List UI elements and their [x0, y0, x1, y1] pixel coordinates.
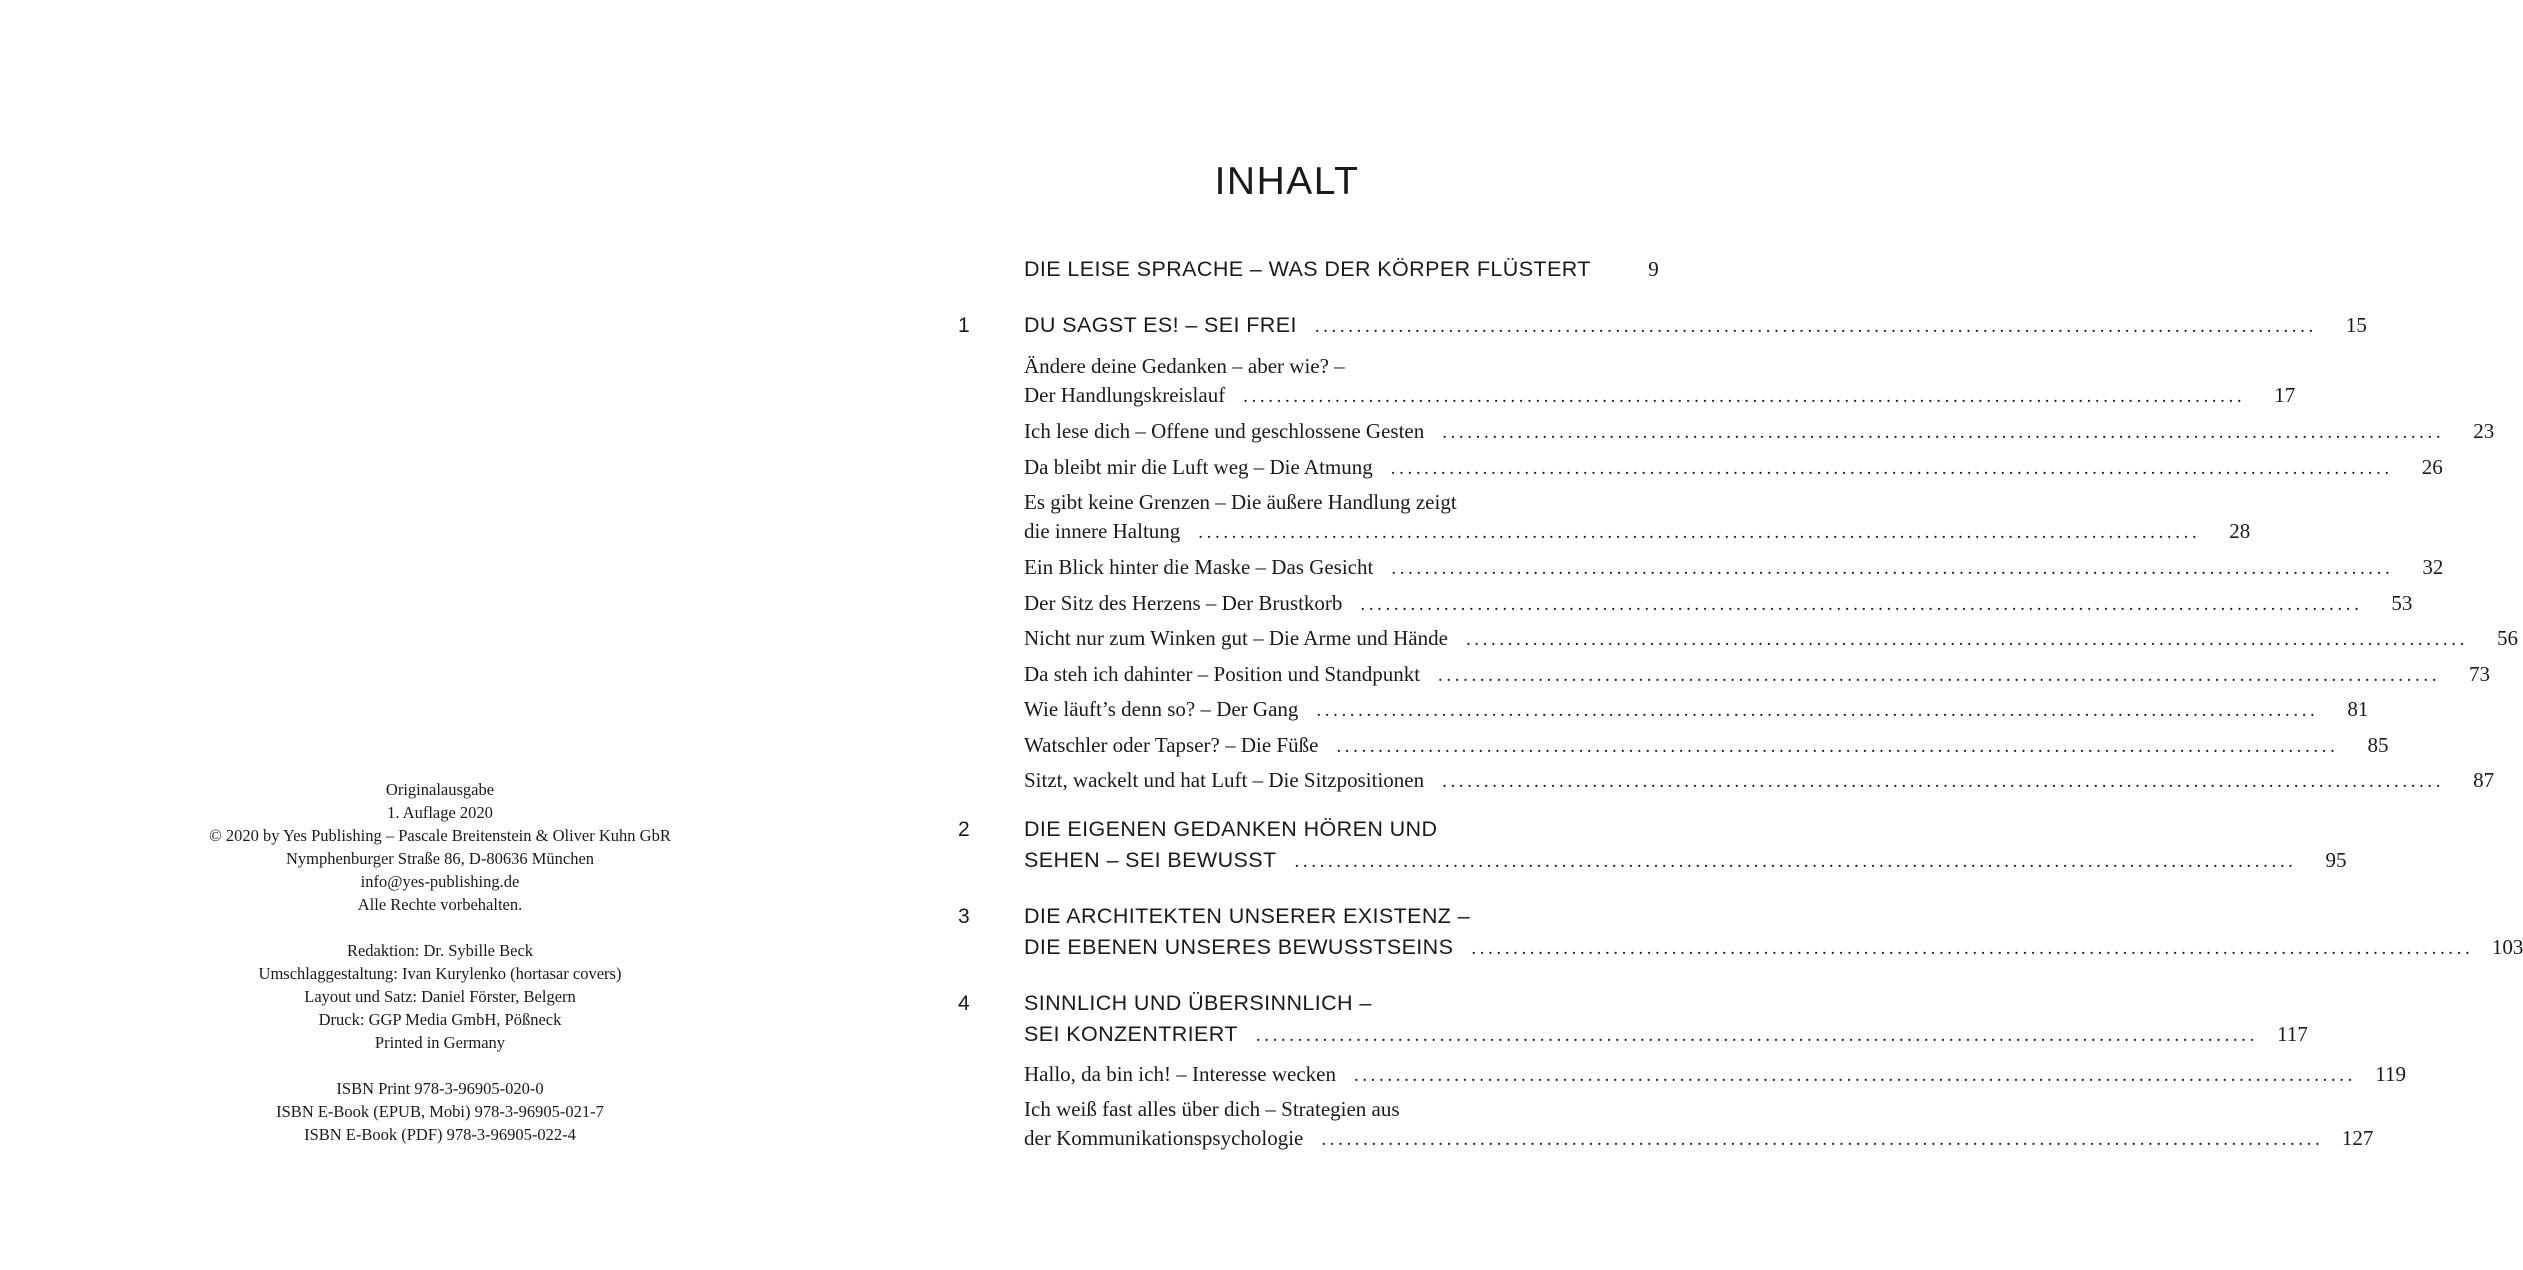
toc-entry-title: SEI KONZENTRIERT [1024, 1022, 1238, 1046]
toc-leader: ........................................................................................................................ [1353, 1065, 2356, 1086]
toc-chapter-number: 2 [958, 818, 970, 841]
imprint-line: Druck: GGP Media GmbH, Pößneck [318, 1010, 562, 1029]
toc-leader: ........................................................................................................................ [1465, 629, 2468, 650]
toc-page-number: 26 [2421, 455, 2443, 479]
imprint-line: Redaktion: Dr. Sybille Beck [346, 941, 534, 960]
toc-chapter-number: 3 [958, 905, 970, 928]
toc-leader: ........................................................................................................................ [1442, 422, 2445, 443]
toc-page-number: 32 [2422, 555, 2444, 579]
toc-leader: ........................................................................................................................ [1316, 700, 2319, 721]
toc-entry-title: Ein Blick hinter die Maske – Das Gesicht [1024, 555, 1374, 579]
toc-entry-title: Ich weiß fast alles über dich – Strategien aus [1024, 1097, 1400, 1121]
toc-title: INHALT [1214, 160, 1360, 203]
imprint-line: © 2020 by Yes Publishing – Pascale Breitenstein & Oliver Kuhn GbR [209, 826, 671, 845]
toc-page-number: 9 [1648, 257, 1659, 281]
toc-page-number: 85 [2367, 733, 2389, 757]
toc-page-number: 73 [2469, 662, 2491, 686]
toc-leader: ........................................................................................................................ [1471, 938, 2474, 959]
imprint-line: 1. Auflage 2020 [387, 803, 493, 822]
toc-leader: ........................................................................................................................ [1314, 316, 2317, 337]
toc-page-number: 23 [2473, 419, 2495, 443]
toc-page-number: 17 [2274, 383, 2296, 407]
toc-entry-title: Ich lese dich – Offene und geschlossene Gesten [1024, 419, 1425, 443]
toc-page-number: 28 [2229, 519, 2251, 543]
imprint-edition-block [140, 778, 740, 916]
toc-entry-title: Watschler oder Tapser? – Die Füße [1024, 733, 1319, 757]
imprint-line: info@yes-publishing.de [360, 872, 520, 891]
toc-leader: ........................................................................................................................ [1360, 594, 2363, 615]
toc-leader: ........................................................................................................................ [1243, 386, 2246, 407]
toc-entry-title: Hallo, da bin ich! – Interesse wecken [1024, 1062, 1336, 1086]
imprint-line: Nymphenburger Straße 86, D-80636 München [285, 849, 595, 868]
toc-entry-title: DIE EIGENEN GEDANKEN HÖREN UND [1024, 817, 1438, 841]
toc-page-number: 119 [2375, 1062, 2406, 1086]
imprint-isbn-block [140, 1077, 740, 1146]
toc-chapter-number: 4 [958, 992, 970, 1015]
imprint-line: Alle Rechte vorbehalten. [357, 895, 523, 914]
toc-page-number: 81 [2347, 697, 2369, 721]
imprint-line: Printed in Germany [374, 1033, 506, 1052]
imprint-line: Layout und Satz: Daniel Förster, Belgern [304, 987, 576, 1006]
toc-entry-title: Sitzt, wackelt und hat Luft – Die Sitzpositionen [1024, 768, 1425, 792]
toc-leader: ........................................................................................................................ [1390, 458, 2393, 479]
toc-leader: ........................................................................................................................ [1391, 558, 2394, 579]
toc-entry-title: Es gibt keine Grenzen – Die äußere Handlung zeigt [1024, 490, 1457, 514]
toc-entry-title: SEHEN – SEI BEWUSST [1024, 848, 1277, 872]
imprint [140, 778, 740, 1146]
toc-entry-title: Nicht nur zum Winken gut – Die Arme und Hände [1024, 626, 1448, 650]
toc-page-number: 95 [2325, 848, 2347, 872]
imprint-line: ISBN E-Book (PDF) 978-3-96905-022-4 [304, 1125, 576, 1144]
toc-entry-title: Da steh ich dahinter – Position und Standpunkt [1024, 662, 1421, 686]
toc-page-number: 15 [2345, 313, 2367, 337]
toc-entry-title: die innere Haltung [1024, 519, 1181, 543]
toc-leader: ........................................................................................................................ [1442, 771, 2445, 792]
toc-entry-title: DIE ARCHITEKTEN UNSERER EXISTENZ – [1024, 904, 1471, 928]
toc-entry-title: DIE LEISE SPRACHE – WAS DER KÖRPER FLÜSTERT [1024, 257, 1591, 281]
toc-leader: ........................................................................................................................ [1321, 1129, 2324, 1150]
toc-leader: ........................................................................................................................ [1294, 851, 2297, 872]
toc-page-number: 103 [2491, 935, 2523, 959]
toc-entry-title: Der Sitz des Herzens – Der Brustkorb [1024, 591, 1343, 615]
toc-page-number: 56 [2496, 626, 2518, 650]
toc-page-number: 127 [2341, 1126, 2374, 1150]
toc-entry-title: DU SAGST ES! – SEI FREI [1024, 313, 1297, 337]
toc-entry-title: Der Handlungskreislauf [1024, 383, 1226, 407]
toc-entry-title: Ändere deine Gedanken – aber wie? – [1024, 354, 1345, 378]
toc-chapter-number: 1 [958, 314, 970, 337]
toc-entry-title: SINNLICH UND ÜBERSINNLICH – [1024, 991, 1372, 1015]
toc-page-number: 117 [2277, 1022, 2308, 1046]
imprint-line: Umschlaggestaltung: Ivan Kurylenko (hortasar covers) [258, 964, 622, 983]
toc-entry-title: Wie läuft’s denn so? – Der Gang [1024, 697, 1299, 721]
imprint-credits-block [140, 939, 740, 1054]
toc-leader: ........................................................................................................................ [1336, 736, 2339, 757]
imprint-line: ISBN E-Book (EPUB, Mobi) 978-3-96905-021-7 [276, 1102, 604, 1121]
toc-page-number: 53 [2391, 591, 2413, 615]
toc-page-number: 87 [2473, 768, 2495, 792]
toc-leader: ........................................................................................................................ [1255, 1025, 2258, 1046]
imprint-line: Originalausgabe [385, 780, 495, 799]
toc-entry-title: DIE EBENEN UNSERES BEWUSSTSEINS [1024, 935, 1454, 959]
toc-leader: ........................................................................................................................ [1198, 522, 2201, 543]
toc-entry-title: der Kommunikationspsychologie [1024, 1126, 1304, 1150]
toc-entry-title: Da bleibt mir die Luft weg – Die Atmung [1024, 455, 1373, 479]
toc-leader: ........................................................................................................................ [1438, 665, 2441, 686]
imprint-line: ISBN Print 978-3-96905-020-0 [336, 1079, 544, 1098]
